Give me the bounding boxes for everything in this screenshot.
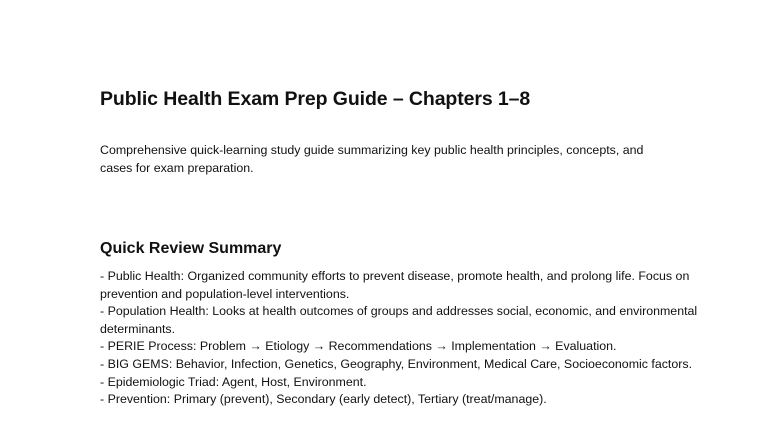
list-item: - BIG GEMS: Behavior, Infection, Genetics, Geography, Environment, Medical Care, Socioeconomic factors. [100,356,693,371]
list-item: - Prevention: Primary (prevent), Secondary (early detect), Tertiary (treat/manage). [100,392,547,407]
list-item: - PERIE Process: Problem → Etiology → Recommendations → Implementation → Evaluation. [100,339,617,354]
quick-review-list [100,268,700,409]
document-subtitle: Comprehensive quick-learning study guide summarizing key public health principles, concepts, and cases for exam preparation. [100,143,644,175]
list-item: - Population Health: Looks at health outcomes of groups and addresses social, economic, and environmental determinants. [100,304,698,336]
list-item: - Public Health: Organized community efforts to prevent disease, promote health, and prolong life. Focus on prevention and population-level interventions. [100,269,690,301]
section-heading-quick-review: Quick Review Summary [100,240,282,257]
list-item: - Epidemiologic Triad: Agent, Host, Environment. [100,374,367,389]
document-title: Public Health Exam Prep Guide – Chapters 1–8 [100,88,531,110]
